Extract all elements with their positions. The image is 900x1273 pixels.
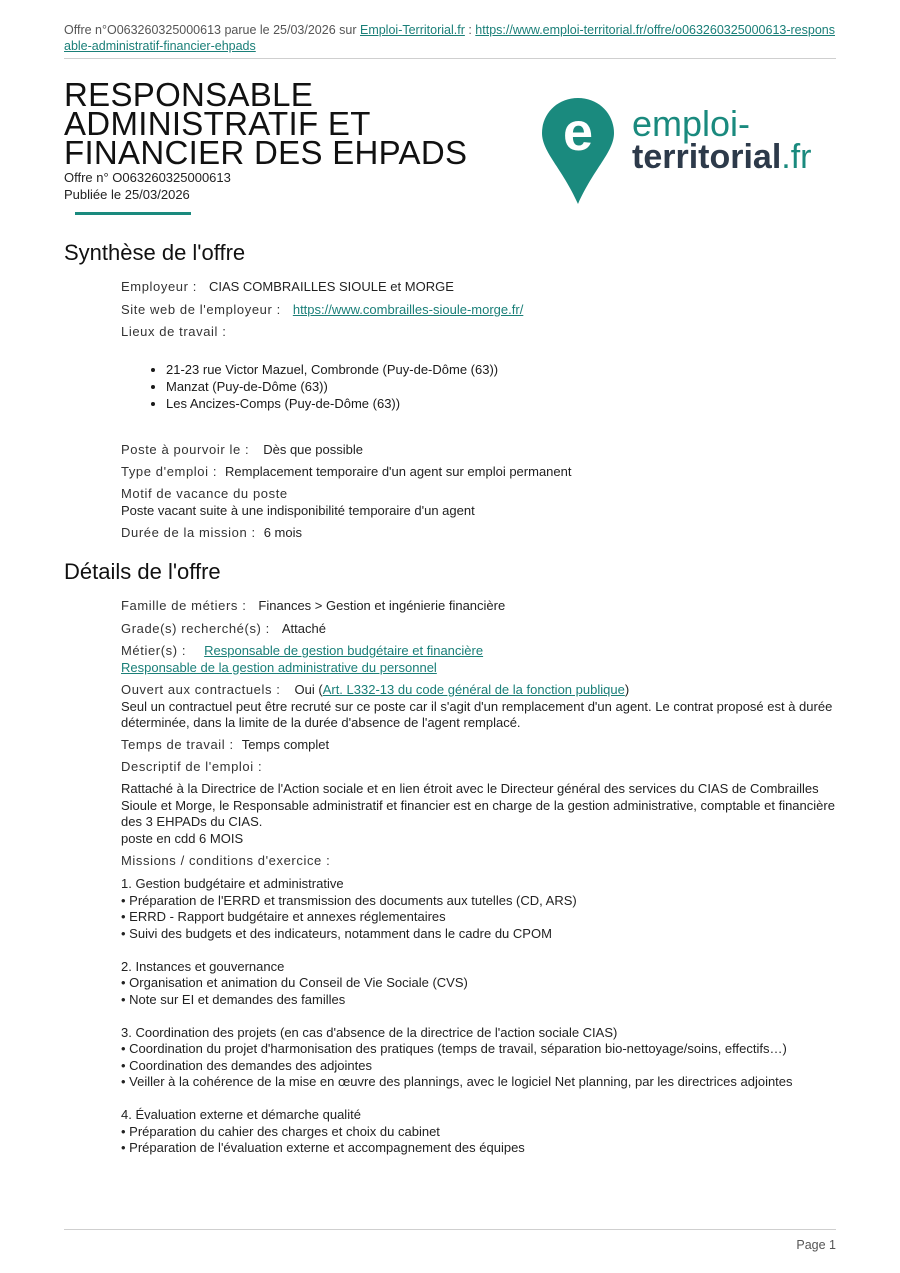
list-item: • 21-23 rue Victor Mazuel, Combronde (Puy-de-Dôme (63)) <box>166 362 498 379</box>
desc-label-row <box>121 759 841 776</box>
svg-text:e: e <box>562 102 594 162</box>
worktime-row <box>121 737 841 754</box>
grade-label: Grade(s) recherché(s) : <box>121 621 270 636</box>
publish-date: Publiée le 25/03/2026 <box>64 186 190 202</box>
page-title <box>64 76 524 171</box>
places-row <box>121 324 841 341</box>
family-value: Finances > Gestion et ingénierie financière <box>258 598 506 613</box>
mission-line <box>121 1008 841 1025</box>
job-link-2[interactable]: Responsable de la gestion administrative du personnel <box>121 659 437 675</box>
mission-line: • Coordination des demandes des adjointes <box>121 1057 372 1073</box>
employer-value: CIAS COMBRAILLES SIOULE et MORGE <box>208 279 454 294</box>
grade-value: Attaché <box>281 621 326 636</box>
header-divider <box>64 58 836 59</box>
logo-brand-suffix: .fr <box>781 138 812 176</box>
mission-line: • ERRD - Rapport budgétaire et annexes réglementaires <box>121 909 446 924</box>
title-accent-bar <box>75 212 191 215</box>
places-list <box>148 362 498 412</box>
mission-line: 3. Coordination des projets (en cas d'absence de la directrice de l'action sociale CIAS) <box>121 1024 618 1040</box>
title-line-1: RESPONSABLE <box>64 76 314 113</box>
list-item: • Manzat (Puy-de-Dôme (63)) <box>166 379 498 396</box>
duration-value: 6 mois <box>263 525 303 540</box>
start-row <box>121 442 841 459</box>
mission-line: 4. Évaluation externe et démarche qualité <box>121 1107 361 1122</box>
employer-website-link[interactable]: https://www.combrailles-sioule-morge.fr/ <box>292 302 524 317</box>
family-label: Famille de métiers : <box>121 598 247 613</box>
site-link[interactable]: Emploi-Territorial.fr <box>359 23 465 37</box>
logo-brand-main: territorial <box>632 138 782 176</box>
reason-value: Poste vacant suite à une indisponibilité temporaire d'un agent <box>121 502 475 518</box>
mission-line <box>121 942 841 959</box>
title-line-2: ADMINISTRATIF ET <box>64 105 371 142</box>
employer-row <box>121 279 841 296</box>
places-label: Lieux de travail : <box>121 324 227 339</box>
title-line-3: FINANCIER DES EHPADS <box>64 134 468 171</box>
source-separator: : <box>464 23 476 37</box>
description-block <box>121 781 841 847</box>
details-heading: Détails de l'offre <box>64 559 221 584</box>
employer-label: Employeur : <box>121 279 197 294</box>
synthese-heading: Synthèse de l'offre <box>64 240 246 265</box>
offer-number: Offre n° O063260325000613 <box>64 170 231 185</box>
start-value: Dès que possible <box>263 442 363 457</box>
reason-label: Motif de vacance du poste <box>121 486 288 501</box>
contract-row <box>121 682 841 732</box>
mission-line: • Note sur EI et demandes des familles <box>121 991 346 1007</box>
type-label: Type d'emploi : <box>121 464 218 479</box>
start-label: Poste à pourvoir le : <box>121 442 250 457</box>
mission-line <box>121 1091 841 1108</box>
family-row <box>121 598 841 615</box>
jobs-label: Métier(s) : <box>121 643 187 658</box>
missions-label: Missions / conditions d'exercice : <box>121 853 331 868</box>
location-pin-e-icon <box>542 98 614 204</box>
jobs-row <box>121 643 841 676</box>
mission-line: 1. Gestion budgétaire et administrative <box>121 876 344 891</box>
contract-text: Seul un contractuel peut être recruté sur ce poste car il s'agit d'un remplacement d'un agent. Le contrat proposé est à durée déterminée, dans la limite de la durée d'absence de l'agent remplacé. <box>121 698 833 730</box>
mission-line: • Coordination du projet d'harmonisation des pratiques (temps de travail, séparation bio-nettoyage/soins, effectifs…) <box>121 1041 787 1056</box>
website-label: Site web de l'employeur : <box>121 302 281 317</box>
missions-list <box>121 876 841 1157</box>
description-note: poste en cdd 6 MOIS <box>121 830 244 846</box>
mission-line: • Veiller à la cohérence de la mise en œuvre des plannings, avec le logiciel Net planning, par les directrices adjointes <box>121 1074 793 1089</box>
description-paragraph: Rattaché à la Directrice de l'Action sociale et en lien étroit avec le Directeur général des services du CIAS de Combrailles Sioule et Morge, le Responsable administratif et financier est en charge de la gestion administrative, comptable et financière des 3 EHPADs du CIAS. <box>121 781 835 829</box>
mission-line: • Suivi des budgets et des indicateurs, notamment dans le cadre du CPOM <box>121 925 552 941</box>
svg-text:territorial.fr <box>632 138 811 176</box>
list-item: • Les Ancizes-Comps (Puy-de-Dôme (63)) <box>166 396 498 413</box>
mission-line: • Organisation et animation du Conseil de Vie Sociale (CVS) <box>121 975 468 990</box>
mission-line: • Préparation de l'ERRD et transmission des documents aux tutelles (CD, ARS) <box>121 892 577 908</box>
contract-value-suffix: ) <box>624 682 630 697</box>
reason-row <box>121 486 841 519</box>
type-row <box>121 464 841 481</box>
contract-value-prefix: Oui ( <box>294 682 323 697</box>
footer-divider <box>64 1229 836 1230</box>
desc-label: Descriptif de l'emploi : <box>121 759 263 774</box>
type-value: Remplacement temporaire d'un agent sur emploi permanent <box>225 464 572 479</box>
mission-line: 2. Instances et gouvernance <box>121 958 285 974</box>
job-link-1[interactable]: Responsable de gestion budgétaire et financière <box>204 643 484 658</box>
grade-row <box>121 621 841 638</box>
emploi-territorial-logo <box>540 96 830 208</box>
missions-label-row <box>121 853 841 870</box>
page-number: Page 1 <box>796 1238 836 1252</box>
source-prefix: Offre n°O063260325000613 parue le 25/03/2026 sur <box>64 23 360 37</box>
contract-law-link[interactable]: Art. L332-13 du code général de la fonction publique <box>322 682 625 697</box>
duration-label: Durée de la mission : <box>121 525 256 540</box>
source-line <box>64 22 836 54</box>
worktime-value: Temps complet <box>241 737 330 752</box>
mission-line: • Préparation du cahier des charges et choix du cabinet <box>121 1123 440 1139</box>
offer-meta <box>64 170 231 203</box>
contract-label: Ouvert aux contractuels : <box>121 682 281 697</box>
worktime-label: Temps de travail : <box>121 737 234 752</box>
website-row <box>121 302 841 319</box>
offer-url-link[interactable]: https://www.emploi-territorial.fr/offre/o063260325000613-responsable-administratif-financier-ehpads <box>64 23 835 53</box>
mission-line: • Préparation de l'évaluation externe et accompagnement des équipes <box>121 1140 525 1155</box>
duration-row <box>121 525 841 542</box>
logo-brand-top: emploi- <box>632 103 751 144</box>
